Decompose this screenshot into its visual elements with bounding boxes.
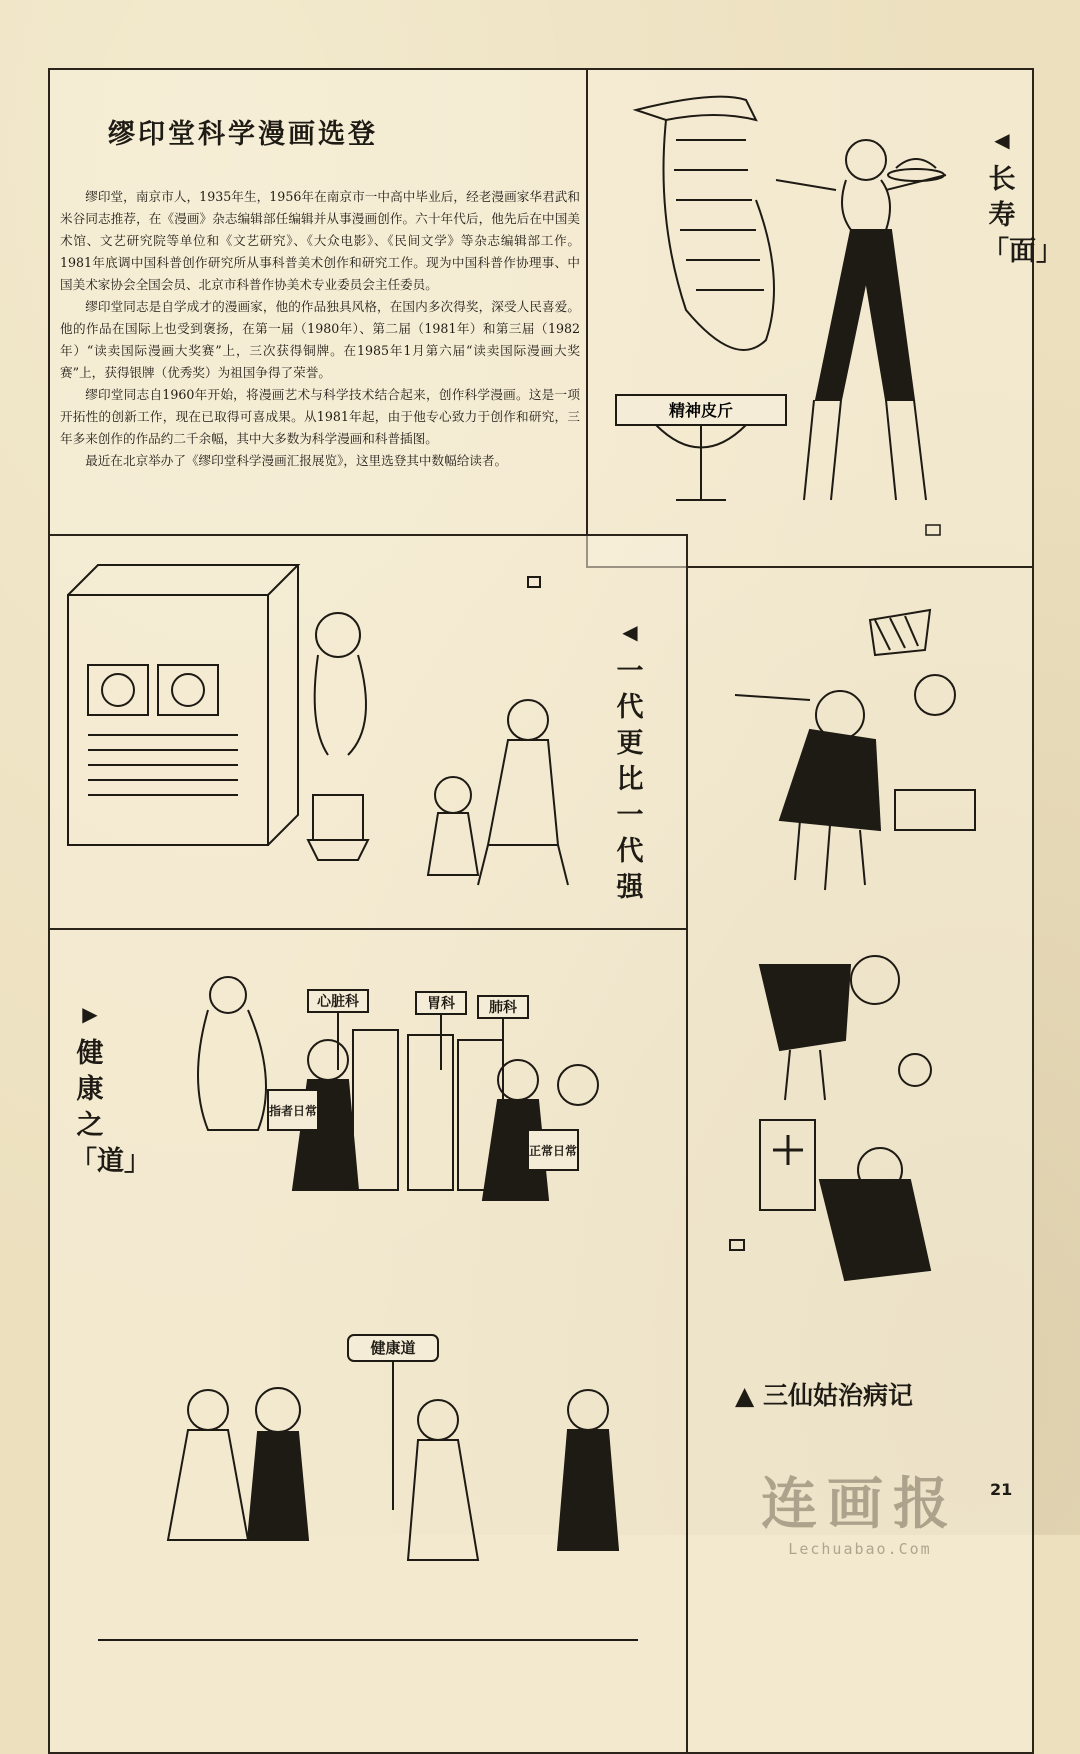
dept-sign-lung: 肺科: [489, 1000, 517, 1016]
article-paragraph: 缪印堂同志是自学成才的漫画家，他的作品独具风格，在国内多次得奖，深受人民喜爱。他的作品在国际上也受到褒扬，在第一届（1980年）、第二届（1981年）和第三届（1982年）“读卖国际漫画大奖赛”上，三次获得铜牌。在1985年1月第六届“读卖国际漫画大奖赛”上，获得银牌（优秀奖）为祖国争得了荣誉。: [60, 299, 580, 380]
waiter-noodle-illustration: [596, 80, 976, 560]
page-number: 21: [990, 1480, 1013, 1499]
article-paragraph: 缪印堂，南京市人，1935年生，1956年在南京市一中高中毕业后，经老漫画家华君武和米谷同志推荐，在《漫画》杂志编辑部任编辑并从事漫画创作。六十年代后，他先后在中国美术馆、文艺研究院等单位和《文艺研究》、《大众电影》、《民间文学》等杂志编辑部工作。1981年底调中国科普创作研究所从事科普美术创作和研究工作。现为中国科普作协理事、中国美术家协会全国会员、北京市科普作协美术专业委员会主任委员。: [60, 189, 580, 292]
sign-text: 精神皮斤: [668, 401, 734, 420]
dept-sign-heart: 心脏科: [317, 994, 359, 1010]
article-paragraph: 最近在北京举办了《缪印堂科学漫画汇报展览》，这里选登其中数幅给读者。: [85, 453, 508, 468]
watermark-url: Lechuabao.Com: [788, 1540, 932, 1558]
health-title-text: 健康之「道」: [70, 1038, 151, 1177]
longevity-cartoon-title: [982, 122, 1063, 270]
road-sign: 健康道: [370, 1339, 416, 1357]
triangle-left-icon: ◀: [994, 128, 1010, 152]
computer-robot-illustration: [58, 545, 658, 920]
article-paragraph: 缪印堂同志自1960年开始，将漫画艺术与科学技术结合起来，创作科学漫画。这是一项开拓性的创新工作，现在已取得可喜成果。从1981年起，由于他专心致力于创作和研究，三年多来创作的作品约二千余幅，其中大多数为科学漫画和科普插图。: [60, 387, 580, 446]
fairy-aunt-title-text: 三仙姑治病记: [762, 1381, 913, 1410]
health-road-illustration: [58, 940, 678, 1740]
generations-title-text: 一代更比一代强: [616, 656, 644, 903]
article-body: [60, 186, 580, 472]
watermark-logo-text: 连画报: [761, 1472, 959, 1537]
fairy-aunt-illustration: [700, 580, 1025, 1360]
triangle-up-icon: ▲: [735, 1381, 755, 1410]
placard-text: 正常日常: [528, 1144, 578, 1158]
dept-sign-stomach: 胃科: [427, 996, 455, 1012]
fairy-aunt-cartoon-title: [735, 1376, 913, 1412]
longevity-title-text: 长寿「面」: [982, 164, 1063, 267]
article-title: 缪印堂科学漫画选登: [108, 119, 378, 150]
triangle-left-icon: ◀: [622, 620, 638, 644]
placard-text: 指者日常: [268, 1104, 318, 1118]
watermark: [700, 1460, 1020, 1558]
triangle-right-icon: ▶: [82, 1002, 98, 1026]
